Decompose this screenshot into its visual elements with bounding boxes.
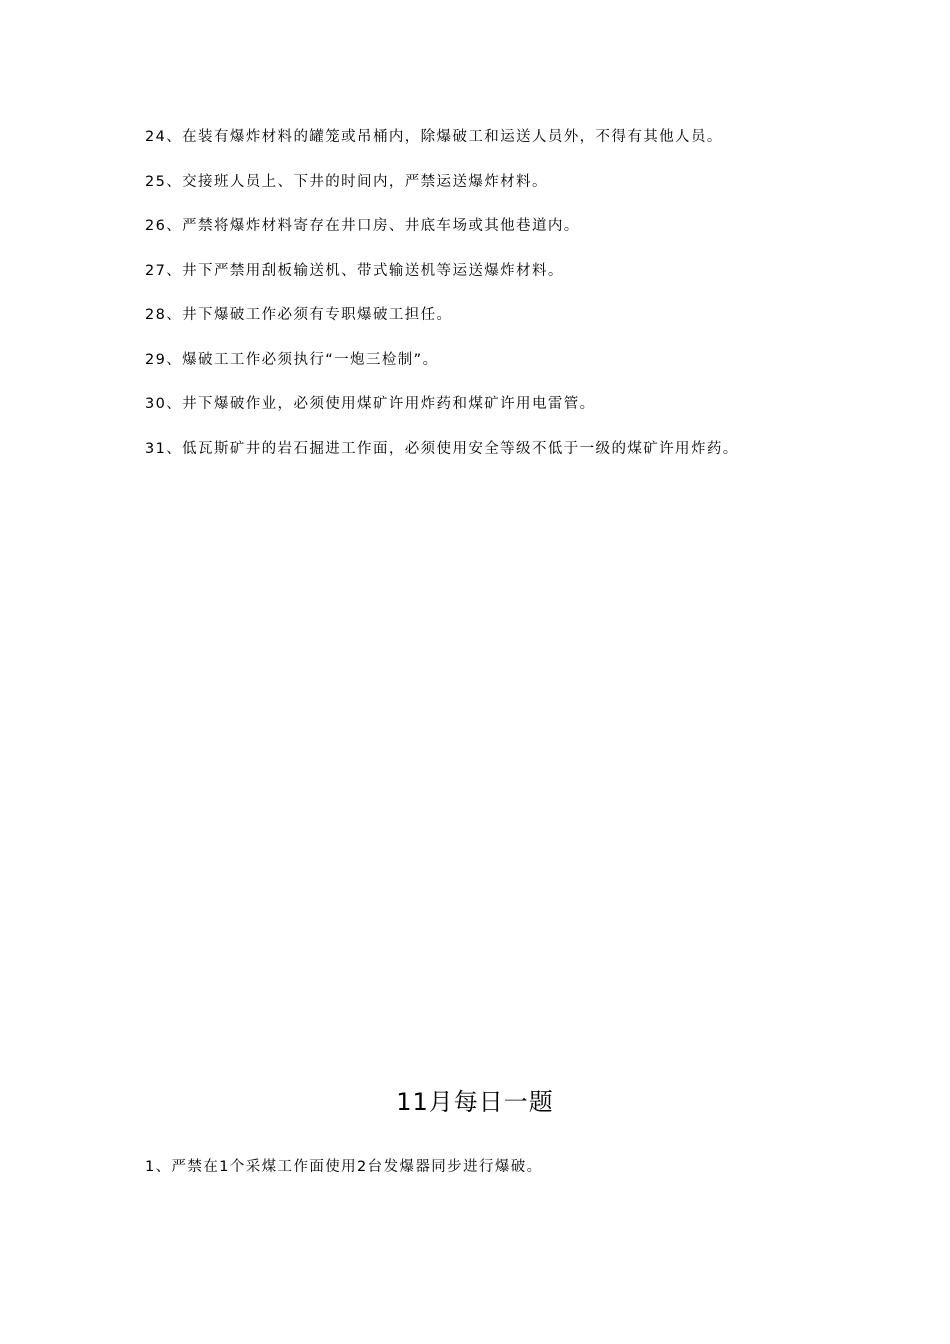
rule-item-26: 26、严禁将爆炸材料寄存在井口房、井底车场或其他巷道内。: [145, 218, 580, 234]
november-rules-list: [145, 1154, 925, 1199]
rule-item-25: 25、交接班人员上、下井的时间内，严禁运送爆炸材料。: [145, 173, 548, 190]
rule-item-31: 31、低瓦斯矿井的岩石掘进工作面，必须使用安全等级不低于一级的煤矿许用炸药。: [145, 440, 739, 457]
rule-item-24: 24、在装有爆炸材料的罐笼或吊桶内，除爆破工和运送人员外，不得有其他人员。: [145, 129, 723, 145]
rule-item-30: 30、井下爆破作业，必须使用煤矿许用炸药和煤矿许用电雷管。: [145, 396, 596, 412]
rules-list: [145, 124, 925, 480]
section-title: 11月每日一题: [396, 1088, 554, 1116]
rule-item-29: 29、爆破工工作必须执行“一炮三检制”。: [145, 351, 439, 368]
rule-item-27: 27、井下严禁用刮板输送机、带式输送机等运送爆炸材料。: [145, 262, 564, 279]
rule-item-28: 28、井下爆破工作必须有专职爆破工担任。: [145, 307, 453, 323]
november-rule-item-1: 1、严禁在1个采煤工作面使用2台发爆器同步进行爆破。: [145, 1159, 543, 1175]
